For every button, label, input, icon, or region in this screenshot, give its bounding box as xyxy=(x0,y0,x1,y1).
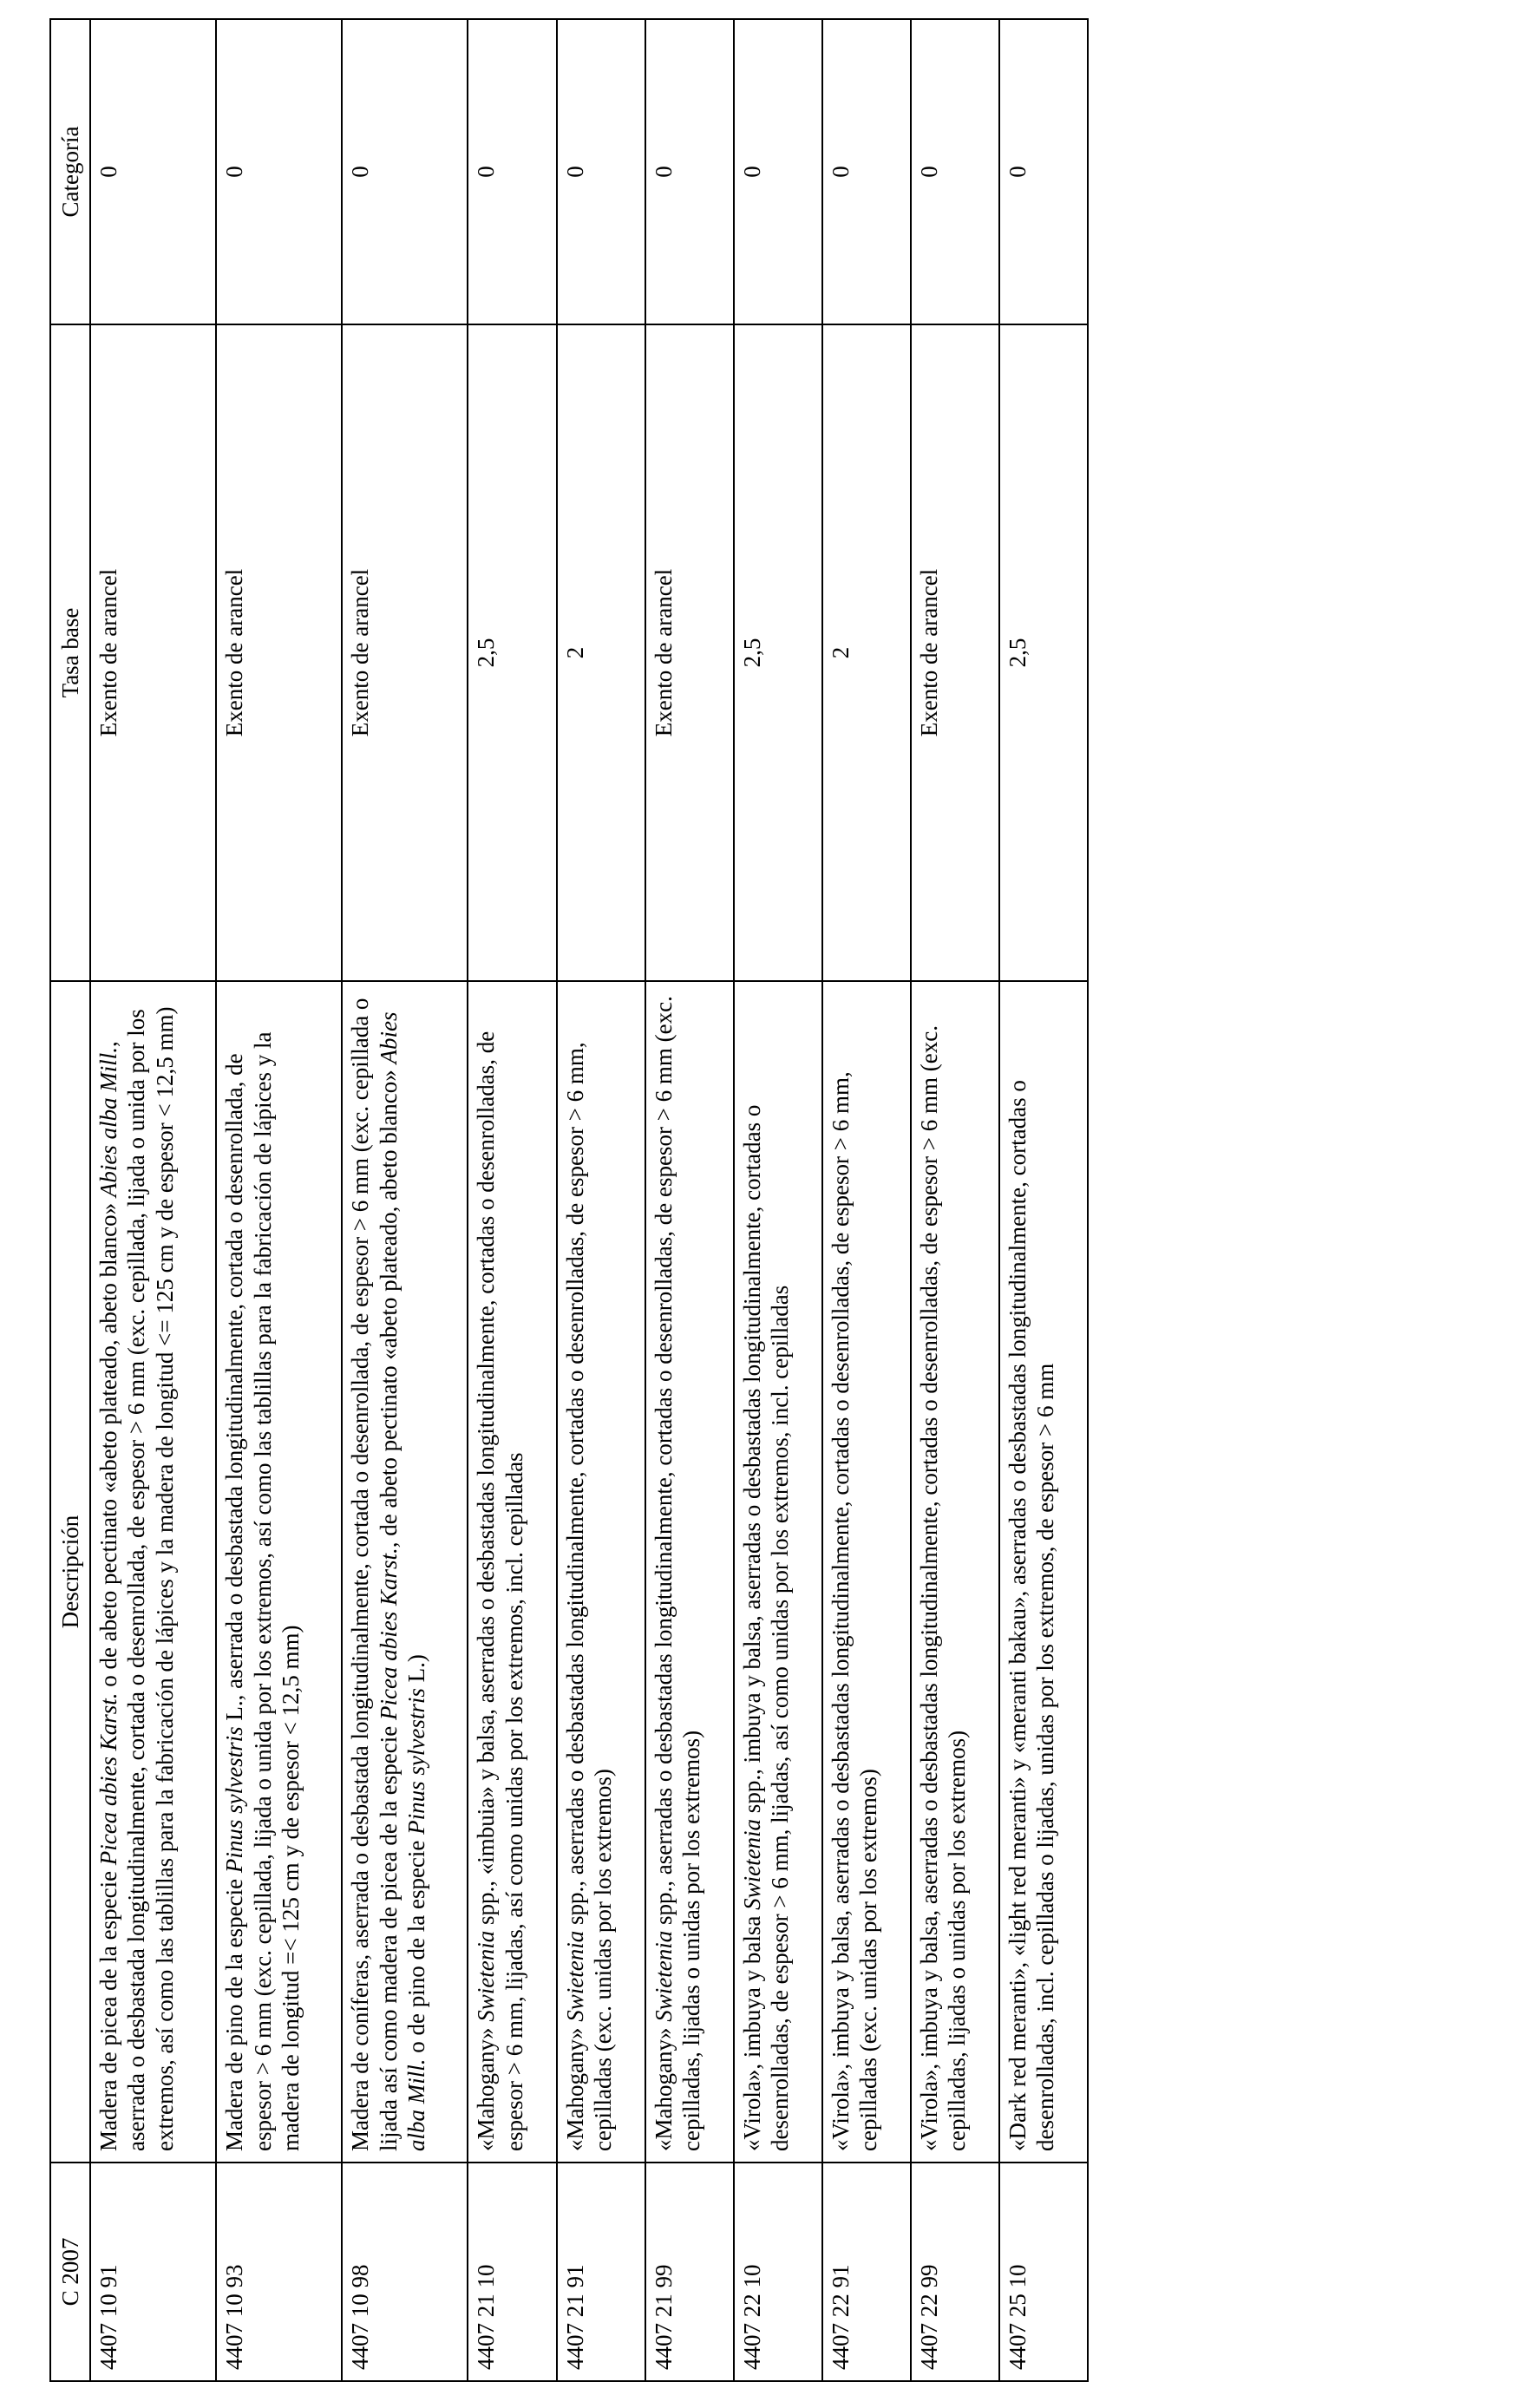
description-text: , de abeto pectinato «abeto plateado, abeto blanco» xyxy=(375,1063,402,1548)
cell-base-rate: Exento de arancel xyxy=(645,324,734,981)
cell-category: 0 xyxy=(90,19,216,324)
cell-code: 4407 22 99 xyxy=(911,2163,999,2381)
cell-category: 0 xyxy=(557,19,645,324)
cell-category: 0 xyxy=(645,19,734,324)
cell-code: 4407 22 91 xyxy=(822,2163,911,2381)
cell-category: 0 xyxy=(734,19,822,324)
description-text: spp., imbuya y balsa, aserradas o desbastadas longitudinalmente, cortadas o desenrolladas, de espesor > 6 mm, lijadas, así como unidas por los extremos, incl. cepilladas xyxy=(738,1104,794,2151)
cell-base-rate: 2,5 xyxy=(468,324,556,981)
description-italic-text: Abies alba Mill. xyxy=(375,1011,430,2151)
cell-code: 4407 21 99 xyxy=(645,2163,734,2381)
table-row xyxy=(999,19,1088,2381)
cell-category: 0 xyxy=(342,19,468,324)
cell-base-rate: 2 xyxy=(557,324,645,981)
description-text: Madera de coníferas, aserrada o desbastada longitudinalmente, cortada o desenrollada, de espesor > 6 mm (exc. cepillada o lijada así como madera de picea de la especie xyxy=(347,998,402,2151)
description-text: Madera de picea de la especie xyxy=(95,1865,121,2151)
description-italic-text: Swietenia xyxy=(738,1818,765,1910)
description-text: «Virola», imbuya y balsa, aserradas o desbastadas longitudinalmente, cortadas o desenrolladas, de espesor > 6 mm (exc. cepilladas, lijadas o unidas por los extremos) xyxy=(915,1025,971,2151)
description-italic-text: Pinus sylvestris xyxy=(221,1726,248,1874)
description-text: o de abeto pectinato «abeto plateado, abeto blanco» xyxy=(95,1197,121,1693)
cell-code: 4407 21 10 xyxy=(468,2163,556,2381)
cell-description xyxy=(557,981,645,2163)
header-base-rate: Tasa base xyxy=(50,324,90,981)
cell-base-rate: Exento de arancel xyxy=(90,324,216,981)
cell-code: 4407 10 91 xyxy=(90,2163,216,2381)
cell-category: 0 xyxy=(468,19,556,324)
cell-category: 0 xyxy=(822,19,911,324)
description-text: L.) xyxy=(403,1654,430,1689)
cell-description xyxy=(216,981,342,2163)
table-row xyxy=(216,19,342,2381)
description-text: «Virola», imbuya y balsa xyxy=(738,1909,765,2151)
description-text: , aserrada o desbastada longitudinalmente, cortada o desenrollada, de espesor > 6 mm (exc. cepillada, lijada o unida por los extremos, así como las tablillas para la fabricación de lápices y la madera de longitud <= 125 cm y de espesor < 12,5 mm) xyxy=(95,1006,178,2151)
table-row xyxy=(734,19,822,2381)
cell-base-rate: Exento de arancel xyxy=(342,324,468,981)
description-text: «Mahogany» xyxy=(561,2021,588,2151)
table-row xyxy=(645,19,734,2381)
cell-category: 0 xyxy=(999,19,1088,324)
table-header-row xyxy=(50,19,90,2381)
description-text: spp., aserradas o desbastadas longitudinalmente, cortadas o desenrolladas, de espesor > 6 mm, cepilladas (exc. unidas por los extremos) xyxy=(561,1042,616,2151)
cell-description xyxy=(734,981,822,2163)
header-code: C 2007 xyxy=(50,2163,90,2381)
description-text: L., aserrada o desbastada longitudinalmente, cortada o desenrollada, de espesor > 6 mm (exc. cepillada, lijada o unida por los extremos, así como las tablillas para la fabricación de lápices y la madera de longitud =< 125 cm y de espesor < 12,5 mm) xyxy=(221,1031,304,2151)
description-text: o de pino de la especie xyxy=(403,1834,430,2059)
cell-base-rate: 2,5 xyxy=(734,324,822,981)
cell-code: 4407 21 91 xyxy=(557,2163,645,2381)
description-text: «Mahogany» xyxy=(650,2021,677,2151)
description-text: Madera de pino de la especie xyxy=(221,1873,248,2151)
cell-base-rate: Exento de arancel xyxy=(911,324,999,981)
cell-category: 0 xyxy=(911,19,999,324)
description-text: «Virola», imbuya y balsa, aserradas o desbastadas longitudinalmente, cortadas o desenrolladas, de espesor > 6 mm, cepilladas (exc. unidas por los extremos) xyxy=(827,1071,882,2151)
cell-category: 0 xyxy=(216,19,342,324)
rotated-page xyxy=(49,20,1089,2382)
cell-base-rate: 2,5 xyxy=(999,324,1088,981)
table-row xyxy=(911,19,999,2381)
description-italic-text: Swietenia xyxy=(561,1930,588,2022)
description-italic-text: Swietenia xyxy=(650,1930,677,2022)
cell-description xyxy=(911,981,999,2163)
cell-description xyxy=(468,981,556,2163)
description-text: spp., «imbuia» y balsa, aserradas o desbastadas longitudinalmente, cortadas o desenrolladas, de espesor > 6 mm, lijadas, así como unidas por los extremos, incl. cepilladas xyxy=(473,1031,527,2151)
header-category: Categoría xyxy=(50,19,90,324)
cell-description xyxy=(822,981,911,2163)
header-description: Descripción xyxy=(50,981,90,2163)
table-row xyxy=(557,19,645,2381)
description-italic-text: Swietenia xyxy=(473,1930,500,2022)
cell-base-rate: Exento de arancel xyxy=(216,324,342,981)
table-row xyxy=(468,19,556,2381)
cell-base-rate: 2 xyxy=(822,324,911,981)
table-row xyxy=(822,19,911,2381)
tariff-table xyxy=(49,18,1089,2382)
table-row xyxy=(90,19,216,2381)
description-text: «Dark red meranti», «light red meranti» y «meranti bakau», aserradas o desbastadas longitudinalmente, cortadas o desenrolladas, incl. cepilladas o lijadas, unidas por los extremos, de espesor > 6 mm xyxy=(1004,1080,1059,2151)
description-italic-text: Picea abies Karst. xyxy=(95,1692,121,1866)
description-italic-text: Picea abies Karst. xyxy=(375,1548,402,1720)
cell-description xyxy=(645,981,734,2163)
description-italic-text: Pinus sylvestris xyxy=(403,1688,430,1835)
cell-code: 4407 22 10 xyxy=(734,2163,822,2381)
cell-code: 4407 10 93 xyxy=(216,2163,342,2381)
cell-code: 4407 25 10 xyxy=(999,2163,1088,2381)
cell-code: 4407 10 98 xyxy=(342,2163,468,2381)
description-text: spp., aserradas o desbastadas longitudinalmente, cortadas o desenrolladas, de espesor > 6 mm (exc. cepilladas, lijadas o unidas por los extremos) xyxy=(650,996,704,2151)
cell-description xyxy=(90,981,216,2163)
description-italic-text: Abies alba Mill. xyxy=(95,1046,121,1198)
cell-description xyxy=(342,981,468,2163)
cell-description xyxy=(999,981,1088,2163)
table-row xyxy=(342,19,468,2381)
description-text: «Mahogany» xyxy=(473,2021,500,2151)
